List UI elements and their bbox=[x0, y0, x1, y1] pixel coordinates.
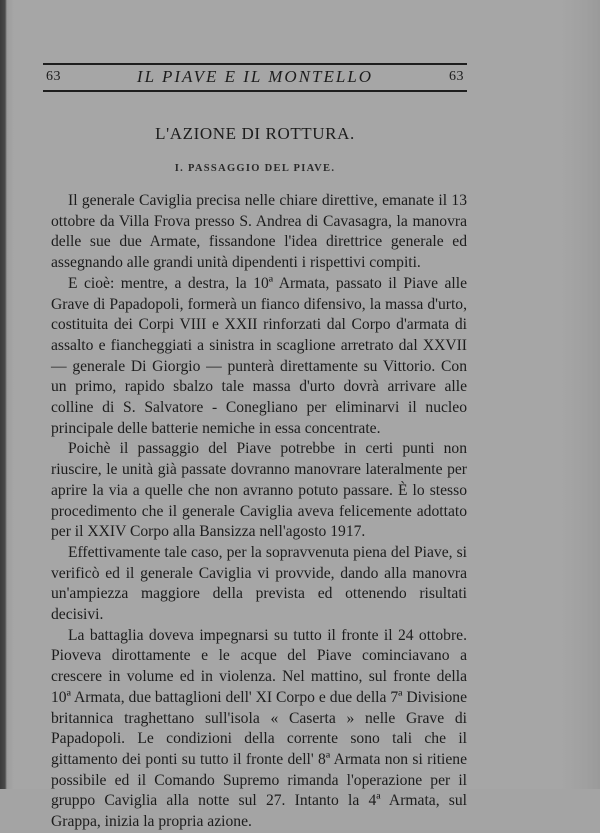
chapter-title: L'AZIONE DI ROTTURA. bbox=[155, 124, 355, 143]
header-bottom-rule bbox=[43, 90, 467, 92]
paragraph: Il generale Caviglia precisa nelle chiare direttive, emanate il 13 ottobre da Villa Frova presso S. Andrea di Cavasagra, la manovra delle sue due Armate, fissandone l'idea direttrice generale ed assegnando alle grandi unità dipendenti i rispettivi compiti. bbox=[51, 192, 467, 272]
page-number-left: 63 bbox=[46, 69, 61, 84]
paragraph: Effettivamente tale caso, per la sopravvenuta piena del Piave, si verificò ed il generale Caviglia vi provvide, dando alla manovra un'ampiezza maggiore della prevista ed ottenendo risultati decisivi. bbox=[51, 543, 467, 624]
page-number-right: 63 bbox=[449, 69, 464, 84]
running-header bbox=[43, 67, 467, 89]
paragraph: Poichè il passaggio del Piave potrebbe in certi punti non riuscire, le unità già passate dovranno manovrare lateralmente per aprire la via a quelle che non avranno potuto passare. È lo stesso procedimento che il generale Caviglia aveva felicemente adottato per il XXIV Corpo alla Bansizza nell'agosto 1917. bbox=[51, 440, 467, 541]
running-title: IL PIAVE E IL MONTELLO bbox=[136, 67, 374, 86]
section-title: I. PASSAGGIO DEL PIAVE. bbox=[174, 163, 336, 174]
header-top-rule bbox=[43, 63, 467, 65]
body-text bbox=[51, 191, 467, 833]
paragraph: La battaglia doveva impegnarsi su tutto il fronte il 24 ottobre. Pioveva dirottamente e le acque del Piave cominciavano a crescere in volume ed in violenza. Nel mattino, sul fronte della 10ª Armata, due battaglioni dell' XI Corpo e due della 7ª Divisione britannica traghettano sull'isola « Caserta » nelle Grave di Papadopoli. Le condizioni della corrente sono tali che il gittamento dei ponti su tutto il fronte dell' 8ª Armata non si ritiene possibile ed il Comando Supremo rimanda l'operazione per il gruppo Caviglia alla notte sul 27. Intanto la 4ª Armata, sul Grappa, inizia la propria azione. bbox=[51, 626, 467, 831]
paragraph: E cioè: mentre, a destra, la 10ª Armata, passato il Piave alle Grave di Papadopoli, formerà un fianco difensivo, la massa d'urto, costituita dei Corpi VIII e XXII rinforzati dal Corpo d'armata di assalto e fiancheggiati a sinistra in scaglione arretrato dal XXVII — generale Di Giorgio — punterà direttamente su Vittorio. Con un primo, rapido sbalzo tale massa d'urto dovrà arrivare alle colline di S. Salvatore - Conegliano per eliminarvi il nucleo principale delle batterie nemiche in essa concentrate. bbox=[51, 274, 467, 437]
